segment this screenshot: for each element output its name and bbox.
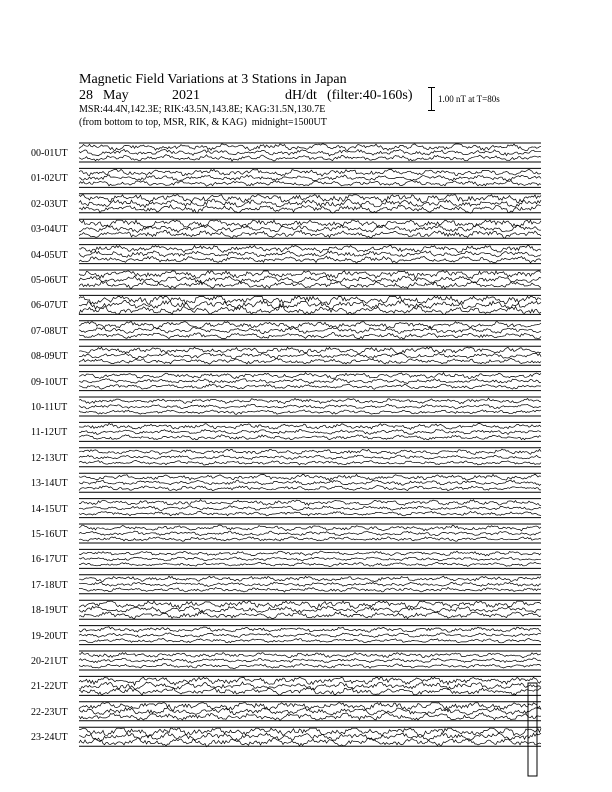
trace-msr	[79, 638, 541, 643]
row-label: 17-18UT	[31, 579, 68, 591]
trace-kag	[79, 169, 541, 176]
trace-msr	[79, 180, 541, 186]
station-order-note: (from bottom to top, MSR, RIK, & KAG)	[79, 117, 247, 128]
row-label: 22-23UT	[31, 706, 68, 718]
trace-rik	[79, 379, 541, 384]
trace-rik	[79, 682, 541, 690]
row-label: 02-03UT	[31, 198, 68, 210]
trace-kag	[79, 652, 541, 658]
trace-msr	[79, 664, 541, 669]
trace-kag	[79, 551, 541, 556]
trace-msr	[79, 511, 541, 516]
trace-rik	[79, 276, 541, 283]
row-label: 13-14UT	[31, 478, 68, 490]
trace-rik	[79, 327, 541, 334]
trace-kag	[79, 246, 541, 253]
date-day: 28	[79, 88, 93, 103]
trace-msr	[79, 738, 541, 747]
row-label: 01-02UT	[31, 173, 68, 185]
trace-kag	[79, 144, 541, 151]
row-label: 15-16UT	[31, 529, 68, 540]
trace-msr	[79, 332, 541, 339]
trace-msr	[79, 461, 541, 466]
trace-rik	[79, 430, 541, 435]
trace-msr	[79, 384, 541, 389]
trace-rik	[79, 557, 541, 561]
midnight-note: midnight=1500UT	[251, 117, 327, 128]
trace-rik	[79, 531, 541, 536]
trace-rik	[79, 733, 541, 741]
row-label: 03-04UT	[31, 224, 68, 236]
row-label: 05-06UT	[31, 275, 68, 286]
trace-msr	[79, 612, 541, 619]
trace-rik	[79, 455, 541, 460]
trace-kag	[79, 220, 541, 228]
trace-msr	[79, 358, 541, 364]
trace-rik	[79, 582, 541, 586]
trace-msr	[79, 155, 541, 162]
trace-rik	[79, 404, 541, 409]
scale-label: 1.00 nT at T=80s	[438, 94, 500, 104]
date-year: 2021	[172, 88, 200, 103]
trace-kag	[79, 703, 541, 711]
trace-kag	[79, 500, 541, 506]
trace-kag	[79, 728, 541, 736]
trace-kag	[79, 525, 541, 531]
trace-msr	[79, 435, 541, 440]
row-label: 08-09UT	[31, 351, 68, 363]
trace-kag	[79, 576, 541, 582]
row-label: 21-22UT	[31, 681, 68, 693]
trace-kag	[79, 398, 541, 404]
trace-kag	[79, 347, 541, 354]
trace-kag	[79, 423, 541, 429]
trace-kag	[79, 296, 541, 304]
row-label: 11-12UT	[31, 427, 68, 439]
row-label: 10-11UT	[31, 402, 68, 413]
row-label: 19-20UT	[31, 630, 68, 642]
quantity-label: dH/dt	[285, 88, 317, 103]
row-label: 12-13UT	[31, 452, 68, 464]
trace-rik	[79, 149, 541, 156]
date-month: May	[103, 88, 129, 103]
row-label: 07-08UT	[31, 325, 68, 337]
row-label: 00-01UT	[31, 148, 68, 159]
trace-kag	[79, 474, 541, 480]
row-label: 04-05UT	[31, 249, 68, 261]
trace-msr	[79, 281, 541, 289]
filter-label: (filter:40-160s)	[327, 88, 413, 103]
trace-msr	[79, 486, 541, 491]
trace-rik	[79, 506, 541, 511]
trace-msr	[79, 537, 541, 542]
row-label: 16-17UT	[31, 554, 68, 566]
trace-msr	[79, 410, 541, 415]
trace-msr	[79, 587, 541, 592]
row-label: 18-19UT	[31, 605, 68, 617]
trace-kag	[79, 322, 541, 329]
station-coordinates: MSR:44.4N,142.3E; RIK:43.5N,143.8E; KAG:31.5N,130.7E	[79, 104, 326, 115]
row-label: 20-21UT	[31, 656, 68, 667]
trace-msr	[79, 205, 541, 214]
trace-rik	[79, 633, 541, 638]
trace-rik	[79, 658, 541, 663]
trace-rik	[79, 175, 541, 181]
chart-title: Magnetic Field Variations at 3 Stations in Japan	[79, 72, 347, 87]
trace-rik	[79, 480, 541, 485]
trace-kag	[79, 627, 541, 632]
trace-msr	[79, 562, 541, 566]
trace-msr	[79, 688, 541, 696]
row-label: 06-07UT	[31, 300, 68, 312]
trace-msr	[79, 230, 541, 238]
trace-kag	[79, 449, 541, 454]
trace-rik	[79, 353, 541, 359]
row-label: 09-10UT	[31, 376, 68, 388]
row-label: 23-24UT	[31, 732, 68, 744]
trace-kag	[79, 601, 541, 609]
trace-kag	[79, 373, 541, 379]
row-label: 14-15UT	[31, 503, 68, 515]
trace-msr	[79, 256, 541, 263]
